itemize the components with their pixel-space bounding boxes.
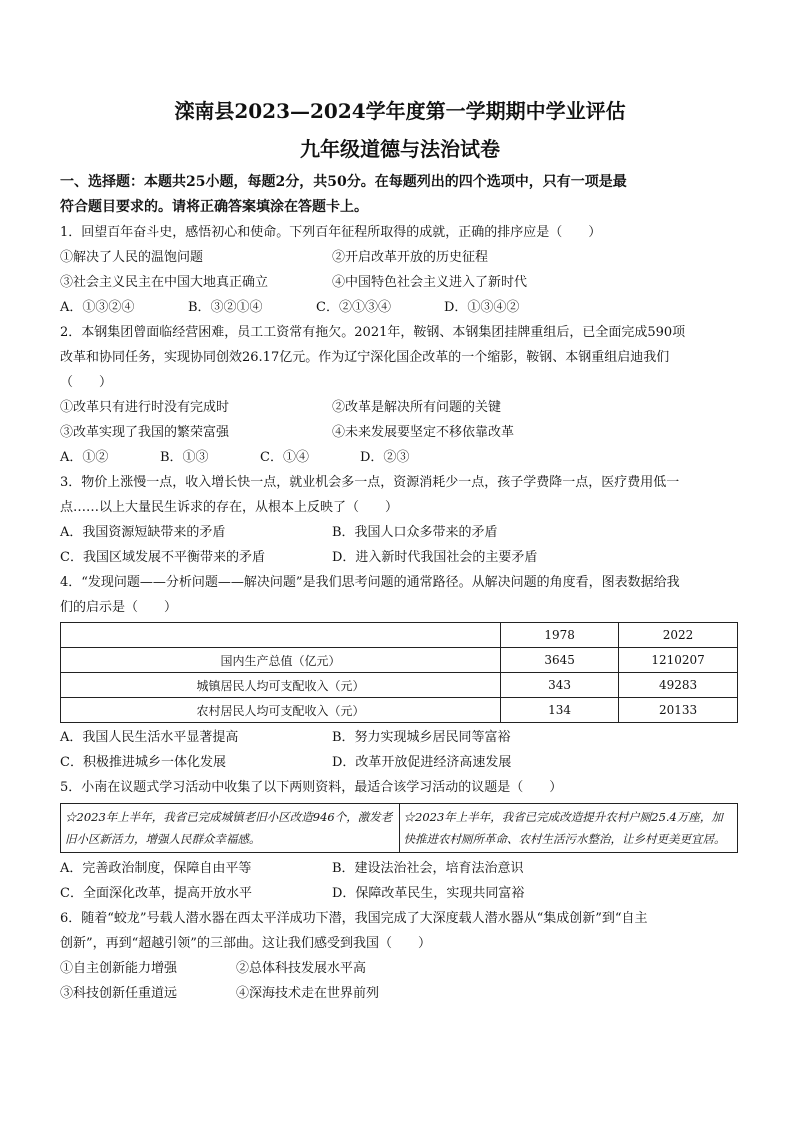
material-table bbox=[60, 803, 738, 853]
table-cell: 343 bbox=[501, 673, 619, 698]
question-6 bbox=[60, 906, 740, 1006]
table-header-cell bbox=[61, 623, 501, 648]
option-b: B．①③ bbox=[160, 450, 209, 465]
table-row bbox=[61, 698, 738, 723]
statement: ②改革是解决所有问题的关键 bbox=[332, 400, 502, 415]
statement: ①改革只有进行时没有完成时 bbox=[60, 400, 230, 415]
options-row bbox=[60, 545, 740, 570]
exam-page bbox=[60, 96, 740, 1006]
question-5 bbox=[60, 775, 740, 906]
option-b: B．③②①④ bbox=[188, 300, 263, 315]
table-cell: 3645 bbox=[501, 648, 619, 673]
question-stem: 创新”，再到“超越引领”的三部曲。这让我们感受到我国（ ） bbox=[60, 936, 431, 951]
option-b: B．建设法治社会，培育法治意识 bbox=[332, 861, 524, 876]
table-cell: 城镇居民人均可支配收入（元） bbox=[61, 673, 501, 698]
question-stem: 5．小南在议题式学习活动中收集了以下两则资料，最适合该学习活动的议题是（ ） bbox=[60, 780, 563, 795]
option-d: D．①③④② bbox=[444, 300, 520, 315]
table-header-row bbox=[61, 623, 738, 648]
statement: ②总体科技发展水平高 bbox=[236, 961, 367, 976]
option-c: C．我国区域发展不平衡带来的矛盾 bbox=[60, 550, 265, 565]
table-header-cell: 2022 bbox=[619, 623, 738, 648]
option-a: A．完善政治制度，保障自由平等 bbox=[60, 861, 252, 876]
statement-row bbox=[60, 981, 740, 1006]
option-c: C．②①③④ bbox=[316, 300, 391, 315]
table-cell: 1210207 bbox=[619, 648, 738, 673]
statement: ③社会主义民主在中国大地真正确立 bbox=[60, 275, 269, 290]
question-2 bbox=[60, 320, 740, 470]
option-d: D．保障改革民生，实现共同富裕 bbox=[332, 886, 525, 901]
question-stem: （ ） bbox=[60, 375, 113, 390]
options-row bbox=[60, 445, 740, 470]
table-cell: 农村居民人均可支配收入（元） bbox=[61, 698, 501, 723]
table-cell: 49283 bbox=[619, 673, 738, 698]
question-3 bbox=[60, 470, 740, 570]
question-stem: 点……以上大量民生诉求的存在，从根本上反映了（ ） bbox=[60, 500, 399, 515]
statement: ③科技创新任重道远 bbox=[60, 986, 178, 1001]
material-left: ☆2023年上半年，我省已完成城镇老旧小区改造946个，激发老旧小区新活力，增强人民群众幸福感。 bbox=[61, 804, 400, 853]
table-row bbox=[61, 648, 738, 673]
question-1 bbox=[60, 220, 740, 320]
table-cell: 134 bbox=[501, 698, 619, 723]
statement-row bbox=[60, 245, 740, 270]
statement-row bbox=[60, 956, 740, 981]
statement-row bbox=[60, 420, 740, 445]
option-c: C．全面深化改革，提高开放水平 bbox=[60, 886, 252, 901]
option-c: C．积极推进城乡一体化发展 bbox=[60, 755, 226, 770]
table-row bbox=[61, 673, 738, 698]
option-a: A．我国人民生活水平显著提高 bbox=[60, 730, 239, 745]
option-b: B．我国人口众多带来的矛盾 bbox=[332, 525, 498, 540]
question-stem: 6．随着“蛟龙”号载人潜水器在西太平洋成功下潜，我国完成了大深度载人潜水器从“集成创新”到“自主 bbox=[60, 911, 648, 926]
options-row bbox=[60, 520, 740, 545]
option-b: B．努力实现城乡居民同等富裕 bbox=[332, 730, 511, 745]
table-cell: 国内生产总值（亿元） bbox=[61, 648, 501, 673]
options-row bbox=[60, 295, 740, 320]
table-header-cell: 1978 bbox=[501, 623, 619, 648]
question-stem: 改革和协同任务，实现协同创效26.17亿元。作为辽宁深化国企改革的一个缩影，鞍钢、本钢重组启迪我们 bbox=[60, 350, 670, 365]
option-a: A．①② bbox=[60, 450, 109, 465]
option-a: A．我国资源短缺带来的矛盾 bbox=[60, 525, 226, 540]
exam-title: 滦南县2023—2024学年度第一学期期中学业评估 bbox=[174, 99, 626, 123]
material-row bbox=[61, 804, 738, 853]
options-row bbox=[60, 750, 740, 775]
options-row bbox=[60, 725, 740, 750]
section-heading bbox=[60, 170, 740, 220]
exam-subtitle: 九年级道德与法治试卷 bbox=[300, 137, 500, 161]
section-instructions-line: 符合题目要求的。请将正确答案填涂在答题卡上。 bbox=[60, 199, 368, 215]
question-stem: 们的启示是（ ） bbox=[60, 600, 178, 615]
question-stem: 1．回望百年奋斗史，感悟初心和使命。下列百年征程所取得的成就，正确的排序应是（ ） bbox=[60, 225, 602, 240]
options-row bbox=[60, 856, 740, 881]
option-d: D．改革开放促进经济高速发展 bbox=[332, 755, 512, 770]
option-c: C．①④ bbox=[260, 450, 309, 465]
table-cell: 20133 bbox=[619, 698, 738, 723]
question-4 bbox=[60, 570, 740, 775]
option-a: A．①③②④ bbox=[60, 300, 135, 315]
statement: ④中国特色社会主义进入了新时代 bbox=[332, 275, 528, 290]
question-stem: 4．“发现问题——分析问题——解决问题”是我们思考问题的通常路径。从解决问题的角度看，图表数据给我 bbox=[60, 575, 680, 590]
data-table bbox=[60, 622, 738, 723]
material-right: ☆2023年上半年，我省已完成改造提升农村户厕25.4万座，加快推进农村厕所革命、农村生活污水整治，让乡村更美更宜居。 bbox=[399, 804, 738, 853]
section-instructions-line: 一、选择题：本题共25小题，每题2分，共50分。在每题列出的四个选项中，只有一项是最 bbox=[60, 174, 627, 190]
statement: ③改革实现了我国的繁荣富强 bbox=[60, 425, 230, 440]
statement: ①解决了人民的温饱问题 bbox=[60, 250, 204, 265]
statement: ①自主创新能力增强 bbox=[60, 961, 178, 976]
options-row bbox=[60, 881, 740, 906]
statement: ②开启改革开放的历史征程 bbox=[332, 250, 489, 265]
statement: ④未来发展要坚定不移依靠改革 bbox=[332, 425, 515, 440]
option-d: D．进入新时代我国社会的主要矛盾 bbox=[332, 550, 538, 565]
statement-row bbox=[60, 270, 740, 295]
question-stem: 3．物价上涨慢一点，收入增长快一点，就业机会多一点，资源消耗少一点，孩子学费降一点，医疗费用低一 bbox=[60, 475, 680, 490]
option-d: D．②③ bbox=[360, 450, 410, 465]
statement: ④深海技术走在世界前列 bbox=[236, 986, 380, 1001]
question-stem: 2．本钢集团曾面临经营困难，员工工资常有拖欠。2021年，鞍钢、本钢集团挂牌重组后，已全面完成590项 bbox=[60, 325, 686, 340]
statement-row bbox=[60, 395, 740, 420]
